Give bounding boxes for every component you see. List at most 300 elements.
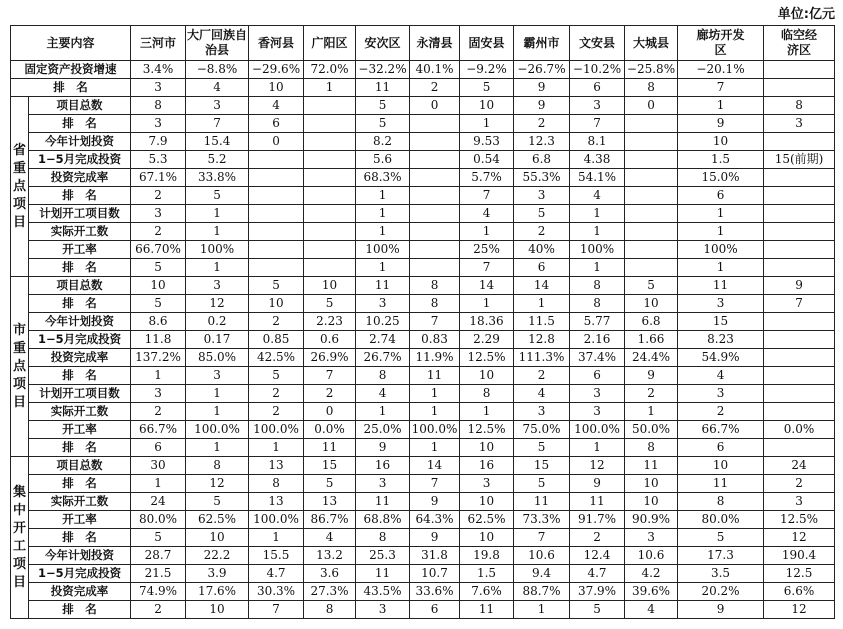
table-cell: −9.2% — [460, 61, 514, 79]
table-cell — [764, 241, 835, 259]
table-cell: 42.5% — [249, 349, 304, 367]
table-cell: 1 — [249, 529, 304, 547]
table-cell: 40% — [514, 241, 570, 259]
column-header: 三河市 — [131, 26, 186, 61]
table-cell: 15.5 — [249, 547, 304, 565]
table-cell: 33.8% — [186, 169, 249, 187]
table-cell: 2 — [514, 223, 570, 241]
table-row — [11, 97, 835, 115]
table-cell — [764, 403, 835, 421]
table-cell: 17.6% — [186, 583, 249, 601]
table-row — [11, 223, 835, 241]
table-cell: 11 — [356, 277, 410, 295]
table-row — [11, 403, 835, 421]
row-label: 排 名 — [29, 601, 131, 619]
table-cell: 85.0% — [186, 349, 249, 367]
table-cell — [249, 169, 304, 187]
table-cell: 4.7 — [570, 565, 625, 583]
table-cell: 0 — [410, 97, 460, 115]
table-cell: 1 — [304, 79, 356, 97]
column-header: 永清县 — [410, 26, 460, 61]
table-cell: 13.2 — [304, 547, 356, 565]
table-cell: 8 — [410, 277, 460, 295]
table-cell: 28.7 — [131, 547, 186, 565]
unit-label: 单位:亿元 — [777, 7, 835, 22]
table-cell: 11 — [514, 493, 570, 511]
table-cell: 100.0% — [186, 421, 249, 439]
row-label: 今年计划投资 — [29, 133, 131, 151]
table-cell: 1 — [186, 403, 249, 421]
table-cell: 16 — [460, 457, 514, 475]
table-cell: 3 — [570, 385, 625, 403]
table-cell: 8 — [356, 367, 410, 385]
table-cell: 10.6 — [514, 547, 570, 565]
table-cell: 5 — [625, 277, 678, 295]
row-label: 1−5月完成投资 — [29, 151, 131, 169]
table-cell: 26.9% — [304, 349, 356, 367]
table-cell: 2 — [678, 403, 764, 421]
table-cell: 3 — [678, 385, 764, 403]
table-cell: 1 — [460, 403, 514, 421]
row-label: 排 名 — [29, 295, 131, 313]
table-cell — [304, 169, 356, 187]
table-cell: 50.0% — [625, 421, 678, 439]
table-cell: 2 — [410, 79, 460, 97]
table-cell: 21.5 — [131, 565, 186, 583]
table-row — [11, 349, 835, 367]
table-cell: 24 — [131, 493, 186, 511]
table-cell: 3 — [764, 493, 835, 511]
table-cell: 12 — [764, 529, 835, 547]
table-cell: 30 — [131, 457, 186, 475]
table-cell: 10 — [249, 295, 304, 313]
column-header: 安次区 — [356, 26, 410, 61]
table-row — [11, 79, 835, 97]
table-cell: 7 — [678, 79, 764, 97]
table-cell — [410, 241, 460, 259]
table-cell: 25.0% — [356, 421, 410, 439]
row-label: 实际开工数 — [29, 493, 131, 511]
table-cell: 9 — [514, 79, 570, 97]
table-cell — [249, 205, 304, 223]
table-cell: 5 — [249, 367, 304, 385]
table-cell: 5 — [131, 295, 186, 313]
table-cell: 2 — [131, 187, 186, 205]
table-cell: 10.6 — [625, 547, 678, 565]
table-cell: 13 — [249, 493, 304, 511]
table-cell: 11 — [356, 493, 410, 511]
table-cell: 26.7% — [356, 349, 410, 367]
table-cell: 5 — [514, 205, 570, 223]
table-cell: 2 — [304, 385, 356, 403]
table-cell: 1 — [460, 115, 514, 133]
table-cell — [410, 187, 460, 205]
table-cell: 100.0% — [410, 421, 460, 439]
table-cell — [625, 223, 678, 241]
table-row — [11, 439, 835, 457]
table-cell: 8 — [764, 97, 835, 115]
table-cell: 11 — [678, 277, 764, 295]
table-cell — [249, 151, 304, 169]
table-cell: 3 — [131, 205, 186, 223]
column-header: 文安县 — [570, 26, 625, 61]
table-cell: 137.2% — [131, 349, 186, 367]
column-header: 临空经济区 — [764, 26, 835, 61]
table-cell: 8.6 — [131, 313, 186, 331]
table-cell: 7 — [460, 259, 514, 277]
table-cell: 5.7% — [460, 169, 514, 187]
table-cell: 1 — [678, 259, 764, 277]
row-label: 排 名 — [29, 475, 131, 493]
table-cell: 6 — [131, 439, 186, 457]
table-cell — [764, 223, 835, 241]
table-cell: 1 — [570, 223, 625, 241]
table-cell: 10 — [460, 493, 514, 511]
table-cell: 8.2 — [356, 133, 410, 151]
table-cell: 1 — [186, 439, 249, 457]
table-cell: 73.3% — [514, 511, 570, 529]
table-cell: 1 — [570, 205, 625, 223]
table-cell: 3.6 — [304, 565, 356, 583]
table-cell: 0.0% — [304, 421, 356, 439]
table-cell: 4.38 — [570, 151, 625, 169]
row-label: 1−5月完成投资 — [29, 331, 131, 349]
table-cell: 6 — [678, 187, 764, 205]
table-cell: 6.8 — [625, 313, 678, 331]
table-cell: 7 — [410, 313, 460, 331]
table-cell: 1 — [356, 403, 410, 421]
table-cell: 9.4 — [514, 565, 570, 583]
table-cell: 4 — [186, 79, 249, 97]
table-cell: 0.2 — [186, 313, 249, 331]
row-label: 排 名 — [29, 439, 131, 457]
table-cell: 2 — [625, 385, 678, 403]
table-cell — [304, 187, 356, 205]
table-cell: 8 — [356, 529, 410, 547]
table-cell: 1 — [131, 367, 186, 385]
table-cell — [764, 349, 835, 367]
table-row — [11, 601, 835, 619]
table-row — [11, 583, 835, 601]
table-cell: 3 — [570, 403, 625, 421]
table-cell: 17.3 — [678, 547, 764, 565]
table-cell: 12.5% — [460, 421, 514, 439]
table-cell — [764, 79, 835, 97]
table-cell — [764, 313, 835, 331]
table-cell: 15 — [304, 457, 356, 475]
table-cell: 4.2 — [625, 565, 678, 583]
table-cell: 1 — [570, 259, 625, 277]
table-cell: 1 — [410, 439, 460, 457]
table-cell: 7 — [514, 529, 570, 547]
table-cell: 12 — [186, 475, 249, 493]
table-cell: 4 — [249, 97, 304, 115]
table-cell: 10 — [460, 97, 514, 115]
table-cell: 64.3% — [410, 511, 460, 529]
table-cell: 5 — [356, 115, 410, 133]
table-cell: 7 — [764, 295, 835, 313]
table-cell: 15 — [678, 313, 764, 331]
table-cell: 5 — [249, 277, 304, 295]
section-title: 市重点项目 — [11, 277, 29, 457]
table-cell — [625, 187, 678, 205]
table-cell: −8.8% — [186, 61, 249, 79]
table-cell — [249, 187, 304, 205]
table-cell: 7 — [570, 115, 625, 133]
table-cell: 8 — [410, 295, 460, 313]
table-cell: 0.83 — [410, 331, 460, 349]
column-header: 香河县 — [249, 26, 304, 61]
row-label: 投资完成率 — [29, 169, 131, 187]
table-cell: 9 — [570, 475, 625, 493]
table-row — [11, 511, 835, 529]
row-label: 今年计划投资 — [29, 313, 131, 331]
table-cell: 80.0% — [131, 511, 186, 529]
table-cell: 18.36 — [460, 313, 514, 331]
table-cell: 10.7 — [410, 565, 460, 583]
table-cell — [304, 223, 356, 241]
table-cell: 1 — [514, 295, 570, 313]
table-cell: 3 — [186, 277, 249, 295]
table-cell: 4.7 — [249, 565, 304, 583]
row-label: 项目总数 — [29, 277, 131, 295]
table-cell: 7 — [249, 601, 304, 619]
section-title: 集中开工项目 — [11, 457, 29, 619]
table-cell — [764, 205, 835, 223]
table-cell: 11 — [460, 601, 514, 619]
table-cell — [304, 97, 356, 115]
table-cell: 12 — [570, 457, 625, 475]
table-cell: 3 — [460, 475, 514, 493]
table-cell: 1 — [678, 223, 764, 241]
table-cell: 12.3 — [514, 133, 570, 151]
table-cell — [625, 115, 678, 133]
table-cell — [764, 133, 835, 151]
table-cell: 11.5 — [514, 313, 570, 331]
table-cell: 31.8 — [410, 547, 460, 565]
table-cell: 24.4% — [625, 349, 678, 367]
table-cell: 4 — [625, 601, 678, 619]
row-label: 开工率 — [29, 511, 131, 529]
table-cell — [304, 259, 356, 277]
investment-ranking-table — [10, 25, 835, 619]
table-cell: 0.17 — [186, 331, 249, 349]
table-row — [11, 547, 835, 565]
table-cell: 5 — [304, 295, 356, 313]
table-cell: 0 — [625, 97, 678, 115]
table-cell — [764, 169, 835, 187]
table-cell: 27.3% — [304, 583, 356, 601]
table-cell: 1 — [410, 403, 460, 421]
table-cell: 86.7% — [304, 511, 356, 529]
row-label: 项目总数 — [29, 457, 131, 475]
table-cell: 1 — [410, 385, 460, 403]
table-cell: 11 — [678, 475, 764, 493]
table-cell — [625, 169, 678, 187]
table-cell: 5 — [356, 97, 410, 115]
column-header: 固安县 — [460, 26, 514, 61]
table-cell: −10.2% — [570, 61, 625, 79]
table-cell: 3 — [678, 295, 764, 313]
table-cell: −32.2% — [356, 61, 410, 79]
table-cell — [625, 151, 678, 169]
table-cell: 10 — [460, 367, 514, 385]
table-cell: 0.54 — [460, 151, 514, 169]
table-cell: 55.3% — [514, 169, 570, 187]
table-cell: 15.0% — [678, 169, 764, 187]
table-cell: 10 — [249, 79, 304, 97]
table-cell: 9 — [410, 493, 460, 511]
table-cell: 2 — [570, 529, 625, 547]
table-cell: 54.1% — [570, 169, 625, 187]
table-cell: 1 — [460, 295, 514, 313]
table-cell — [625, 205, 678, 223]
table-cell: 37.4% — [570, 349, 625, 367]
table-cell: −26.7% — [514, 61, 570, 79]
row-label: 开工率 — [29, 241, 131, 259]
row-label: 计划开工项目数 — [29, 385, 131, 403]
table-cell — [410, 169, 460, 187]
table-cell: 12.5% — [460, 349, 514, 367]
table-cell: 1 — [570, 439, 625, 457]
table-cell: 1 — [678, 205, 764, 223]
table-cell: 3.4% — [131, 61, 186, 79]
table-cell: 0 — [249, 133, 304, 151]
table-cell: 8 — [570, 277, 625, 295]
table-cell: 10 — [304, 277, 356, 295]
table-cell: 11 — [410, 367, 460, 385]
table-cell: 66.7% — [131, 421, 186, 439]
table-cell: 3 — [356, 295, 410, 313]
table-cell: 1 — [131, 475, 186, 493]
table-cell: 1 — [186, 385, 249, 403]
table-cell: 20.2% — [678, 583, 764, 601]
table-cell: 1 — [625, 403, 678, 421]
table-cell — [304, 133, 356, 151]
table-row — [11, 385, 835, 403]
table-cell: 0.85 — [249, 331, 304, 349]
table-cell — [304, 151, 356, 169]
table-cell: 4 — [356, 385, 410, 403]
table-cell: 4 — [460, 205, 514, 223]
table-cell: 5 — [570, 601, 625, 619]
table-cell: 1.66 — [625, 331, 678, 349]
table-cell: 100.0% — [249, 511, 304, 529]
table-cell: 91.7% — [570, 511, 625, 529]
row-label: 排 名 — [29, 367, 131, 385]
table-cell: 66.70% — [131, 241, 186, 259]
table-cell: 10 — [186, 529, 249, 547]
table-cell: 11 — [570, 493, 625, 511]
table-row — [11, 367, 835, 385]
table-cell: 10 — [131, 277, 186, 295]
table-cell: 100% — [186, 241, 249, 259]
table-cell: 4 — [514, 385, 570, 403]
table-cell: 15.4 — [186, 133, 249, 151]
table-cell — [410, 259, 460, 277]
row-label: 排 名 — [29, 187, 131, 205]
table-cell: 1 — [460, 223, 514, 241]
table-cell — [625, 241, 678, 259]
row-label: 项目总数 — [29, 97, 131, 115]
table-cell: 0 — [304, 403, 356, 421]
table-cell: 100.0% — [570, 421, 625, 439]
table-cell: 62.5% — [460, 511, 514, 529]
table-row — [11, 493, 835, 511]
table-cell: 74.9% — [131, 583, 186, 601]
table-cell: 0.0% — [764, 421, 835, 439]
table-cell: 14 — [460, 277, 514, 295]
row-label: 投资完成率 — [29, 349, 131, 367]
table-cell: 8 — [304, 601, 356, 619]
table-row — [11, 475, 835, 493]
table-cell: 15 — [514, 457, 570, 475]
table-cell: 2 — [514, 367, 570, 385]
table-cell: 9 — [764, 277, 835, 295]
table-cell: 100% — [356, 241, 410, 259]
table-cell: 8 — [625, 79, 678, 97]
table-cell: 6 — [249, 115, 304, 133]
table-cell: 5.2 — [186, 151, 249, 169]
table-cell: 3 — [764, 115, 835, 133]
table-cell: 3 — [514, 403, 570, 421]
column-header: 霸州市 — [514, 26, 570, 61]
table-cell: 100% — [570, 241, 625, 259]
table-cell: 5 — [678, 529, 764, 547]
column-header: 大城县 — [625, 26, 678, 61]
table-row — [11, 61, 835, 79]
table-cell: 1.5 — [460, 565, 514, 583]
table-cell: 1 — [356, 187, 410, 205]
table-cell: 1 — [678, 97, 764, 115]
table-cell: 7 — [186, 115, 249, 133]
row-label: 排 名 — [11, 79, 131, 97]
table-cell: 5 — [514, 439, 570, 457]
table-cell: 10.25 — [356, 313, 410, 331]
table-cell: 39.6% — [625, 583, 678, 601]
table-cell: 6 — [514, 259, 570, 277]
table-cell: 5 — [186, 493, 249, 511]
table-cell: 8 — [131, 97, 186, 115]
table-cell — [410, 223, 460, 241]
table-cell: 11 — [304, 439, 356, 457]
row-label: 排 名 — [29, 115, 131, 133]
table-cell: 9 — [410, 529, 460, 547]
table-cell — [764, 439, 835, 457]
table-cell: 3 — [625, 529, 678, 547]
table-cell: 5 — [131, 529, 186, 547]
table-cell: 5.3 — [131, 151, 186, 169]
table-cell: 30.3% — [249, 583, 304, 601]
row-label: 固定资产投资增速 — [11, 61, 131, 79]
table-cell: 15(前期) — [764, 151, 835, 169]
table-cell: 19.8 — [460, 547, 514, 565]
table-cell: 9 — [514, 97, 570, 115]
table-cell: 11.9% — [410, 349, 460, 367]
table-cell: 7 — [410, 475, 460, 493]
table-cell: 100.0% — [249, 421, 304, 439]
table-cell — [625, 133, 678, 151]
table-cell: 6 — [410, 601, 460, 619]
table-cell: 3.9 — [186, 565, 249, 583]
table-cell: −25.8% — [625, 61, 678, 79]
table-cell: 8 — [625, 439, 678, 457]
row-label: 1−5月完成投资 — [29, 565, 131, 583]
table-cell: 2 — [249, 385, 304, 403]
table-cell: 11 — [356, 79, 410, 97]
table-cell: 6 — [678, 439, 764, 457]
table-cell: 7.6% — [460, 583, 514, 601]
